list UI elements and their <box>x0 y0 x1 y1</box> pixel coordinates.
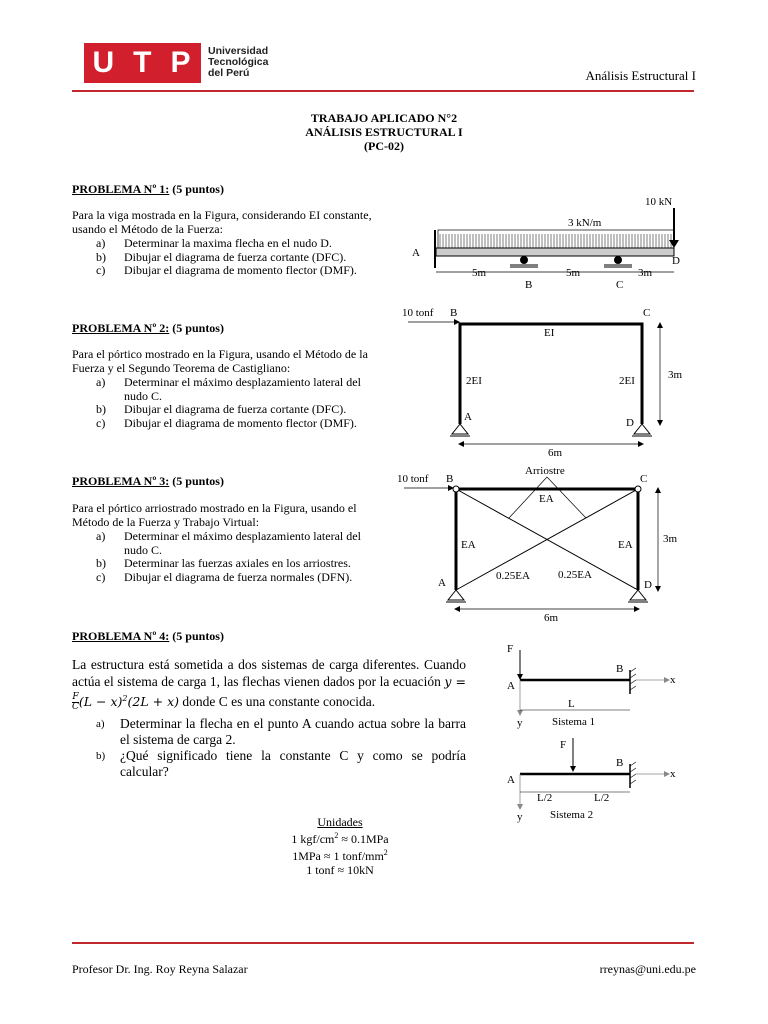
frame-ei: EI <box>544 327 555 339</box>
s2-y: y <box>517 811 523 823</box>
braced-ea-right: EA <box>618 539 633 551</box>
units-line-3: 1 tonf ≈ 10kN <box>306 863 374 877</box>
dist-load-label: 3 kN/m <box>568 217 602 229</box>
s1-x: x <box>670 674 676 686</box>
footer-rule <box>72 942 694 944</box>
list-item: a) Determinar el máximo desplazamiento lateral del <box>96 529 361 543</box>
s1-caption: Sistema 1 <box>552 716 596 728</box>
braced-ea-left: EA <box>461 539 476 551</box>
list-item: a) Determinar la maxima flecha en el nudo D. <box>96 236 332 250</box>
list-item: nudo C. <box>124 542 163 557</box>
list-item: c) Dibujar el diagrama de momento flector (DMF). <box>96 263 357 277</box>
problem-4-text: La estructura está sometida a dos sistemas de carga diferentes. Cuando actúa el sistema de carga 1, las flechas vienen dados por la ecuación y = $\frac{F}{C}$ $(L - x)^2(2L + x)$ donde C es una constante conocida. <box>72 657 467 713</box>
braced-node-c: C <box>640 473 648 485</box>
problem-1-heading: PROBLEMA Nº 1: (5 puntos) <box>72 182 224 196</box>
braced-width: 6m <box>544 612 559 624</box>
s1-f: F <box>507 643 514 655</box>
list-item: nudo C. <box>124 388 163 403</box>
s1-a: A <box>507 680 515 692</box>
node-b: B <box>525 279 533 290</box>
list-item: c) Dibujar el diagrama de momento flector (DMF). <box>96 415 357 430</box>
doc-title-2: ANÁLISIS ESTRUCTURAL I <box>305 125 463 139</box>
logo-letter-p: P <box>170 46 193 79</box>
frame-node-c: C <box>643 307 651 319</box>
list-item: a) Determinar la flecha en el punto A cuando actua sobre la barra el sistema de carga 2. <box>96 716 466 747</box>
node-d: D <box>672 255 680 267</box>
problem-2-intro: Para el pórtico mostrado en la Figura, usando el Método de la Fuerza y el Segundo Teorema de Castigliano: <box>72 347 368 375</box>
s2-f: F <box>560 739 567 751</box>
braced-frame-figure <box>394 462 694 626</box>
s2-l1: L/2 <box>537 792 553 804</box>
problem-2-list <box>96 376 390 430</box>
brace-2-label: 0.25EA <box>558 569 592 581</box>
braced-beam-ea: EA <box>539 493 554 505</box>
dim-5m-1: 5m <box>472 267 487 279</box>
braced-node-a: A <box>438 577 446 589</box>
doc-title-3: (PC-02) <box>364 139 404 153</box>
frame-width: 6m <box>548 447 563 459</box>
s2-x: x <box>670 768 676 780</box>
list-item: b) ¿Qué significado tiene la constante C y como se podría calcular? <box>96 748 466 779</box>
list-item: b) Dibujar el diagrama de fuerza cortante (DFC). <box>96 249 347 264</box>
course-name: Análisis Estructural I <box>585 68 696 83</box>
s2-a: A <box>507 774 515 786</box>
s2-l2: L/2 <box>594 792 610 804</box>
brace-label: Arriostre <box>525 465 565 477</box>
dim-5m-2: 5m <box>566 267 581 279</box>
problem-3-heading: PROBLEMA Nº 3: (5 puntos) <box>72 474 224 488</box>
list-item: a) Determinar el máximo desplazamiento lateral del <box>96 375 361 389</box>
units-line-1: 1 kgf/$cm^2 \approx 0.1MPa$ <box>291 831 389 846</box>
s1-l: L <box>568 698 575 710</box>
list-item: b) Determinar las fuerzas axiales en los arriostres. <box>96 556 351 570</box>
frame-2ei-left: 2EI <box>466 375 482 387</box>
logo-letter-u: U <box>92 46 117 79</box>
doc-title-1: TRABAJO APLICADO N°2 <box>310 111 458 125</box>
frame-load: 10 tonf <box>402 307 434 319</box>
braced-node-d: D <box>644 579 652 591</box>
s1-b: B <box>616 663 624 675</box>
logo-text: Universidad Tecnológica del Perú <box>208 45 269 79</box>
frame-height: 3m <box>668 369 683 381</box>
frame-figure <box>398 302 698 462</box>
problem-1-list <box>96 237 357 278</box>
footer-author: Profesor Dr. Ing. Roy Reyna Salazar <box>72 962 248 976</box>
problem-2-heading: PROBLEMA Nº 2: (5 puntos) <box>72 321 224 335</box>
brace-1-label: 0.25EA <box>496 570 530 582</box>
frame-node-d: D <box>626 417 634 429</box>
dim-3m: 3m <box>638 267 653 279</box>
s2-caption: Sistema 2 <box>550 809 594 821</box>
frame-2ei-right: 2EI <box>619 375 635 387</box>
braced-node-b: B <box>446 473 454 485</box>
units-title: Unidades <box>317 815 363 829</box>
problem-3-intro: Para el pórtico arriostrado mostrado en la Figura, usando el Método de la Fuerza y Trabajo Virtual: <box>72 501 357 529</box>
units-line-2: 1MPa ≈ 1 tonf/$mm^2$ <box>292 848 388 863</box>
s2-b: B <box>616 757 624 769</box>
point-load-label: 10 kN <box>645 196 673 208</box>
node-a: A <box>412 247 420 259</box>
beam-figure <box>400 190 700 290</box>
problem-4-list <box>96 716 466 780</box>
list-item: b) Dibujar el diagrama de fuerza cortante (DFC). <box>96 402 347 416</box>
problem-1-intro: Para la viga mostrada en la Figura, considerando EI constante, usando el Método de la Fuerza: <box>72 208 372 236</box>
s1-y: y <box>517 717 523 729</box>
problem-4-heading: PROBLEMA Nº 4: (5 puntos) <box>72 629 224 643</box>
frame-node-a: A <box>464 411 472 423</box>
logo-letter-t: T <box>133 46 154 79</box>
braced-load: 10 tonf <box>397 473 429 485</box>
cantilever-figures <box>500 640 690 830</box>
frame-node-b: B <box>450 307 458 319</box>
units-box <box>230 815 450 877</box>
footer-email: rreynas@uni.edu.pe <box>599 962 696 976</box>
braced-height: 3m <box>663 533 678 545</box>
header-rule <box>72 90 694 92</box>
logo-letters <box>84 43 201 83</box>
list-item: c) Dibujar el diagrama de fuerza normales (DFN). <box>96 569 353 584</box>
problem-3-list <box>96 530 390 584</box>
node-c: C <box>616 279 624 290</box>
